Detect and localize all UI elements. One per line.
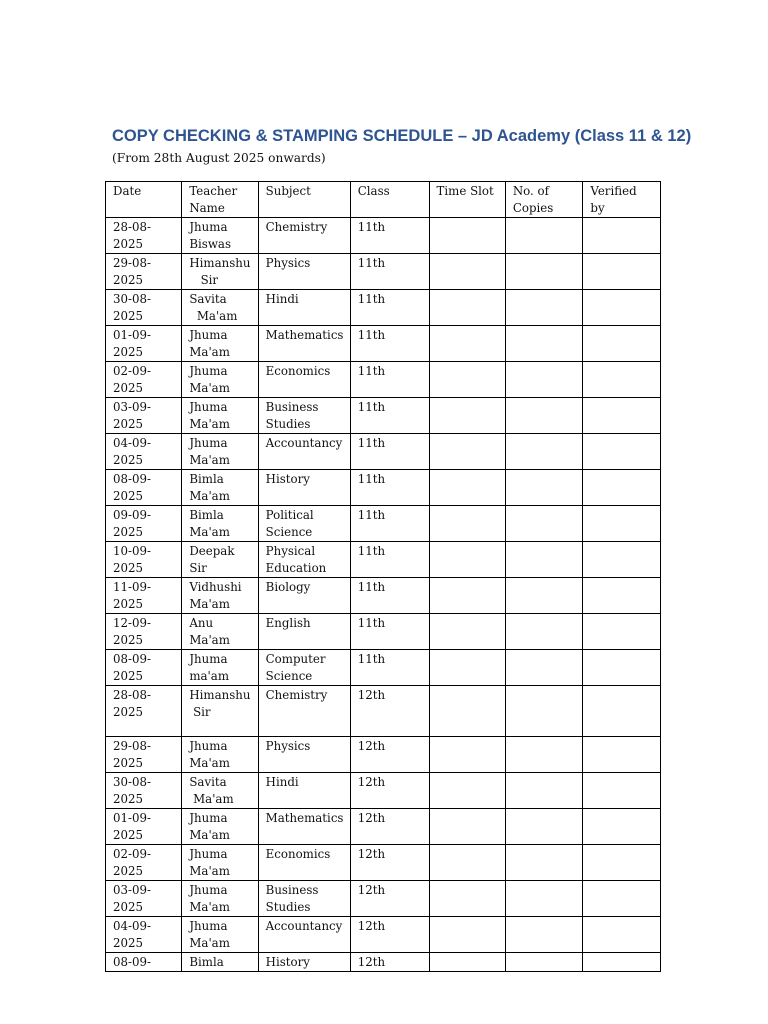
subject-cell	[258, 650, 350, 686]
class-cell-text: 11th	[357, 616, 386, 630]
date-cell-text: 30-08- 2025	[113, 775, 151, 806]
header-class: Class	[350, 182, 429, 218]
verified-by-cell	[583, 845, 661, 881]
class-cell-text: 11th	[357, 364, 386, 378]
subject-cell	[258, 362, 350, 398]
date-cell-text: 29-08- 2025	[113, 739, 151, 770]
document-subtitle: (From 28th August 2025 onwards)	[112, 151, 326, 165]
date-cell	[106, 398, 182, 434]
no-of-copies-cell	[505, 254, 583, 290]
no-of-copies-cell	[505, 434, 583, 470]
date-cell	[106, 953, 182, 972]
class-cell	[350, 398, 429, 434]
teacher-name-cell-text: Jhuma Ma'am	[189, 847, 230, 878]
subject-cell	[258, 254, 350, 290]
verified-by-cell	[583, 650, 661, 686]
verified-by-cell	[583, 542, 661, 578]
date-cell-text: 08-09-	[113, 955, 151, 969]
class-cell	[350, 506, 429, 542]
teacher-name-cell-text: Himanshu Sir	[189, 688, 251, 719]
subject-cell-text: Political Science	[265, 508, 314, 539]
time-slot-cell	[429, 614, 505, 650]
class-cell-text: 11th	[357, 256, 386, 270]
class-cell-text: 11th	[357, 292, 386, 306]
class-cell	[350, 290, 429, 326]
teacher-name-cell	[182, 650, 258, 686]
time-slot-cell	[429, 845, 505, 881]
table-row	[106, 542, 661, 578]
date-cell	[106, 881, 182, 917]
subject-cell	[258, 953, 350, 972]
subject-cell	[258, 917, 350, 953]
teacher-name-cell-text: Jhuma Ma'am	[189, 919, 230, 950]
no-of-copies-cell	[505, 578, 583, 614]
time-slot-cell	[429, 218, 505, 254]
header-teacher-name: Teacher Name	[182, 182, 258, 218]
schedule-table	[105, 181, 661, 972]
table-row	[106, 254, 661, 290]
class-cell	[350, 917, 429, 953]
subject-cell	[258, 686, 350, 737]
table-row	[106, 218, 661, 254]
class-cell-text: 12th	[357, 847, 386, 861]
time-slot-cell	[429, 542, 505, 578]
teacher-name-cell	[182, 881, 258, 917]
no-of-copies-cell	[505, 881, 583, 917]
verified-by-cell	[583, 737, 661, 773]
subject-cell-text: Physical Education	[265, 544, 327, 575]
teacher-name-cell-text: Anu Ma'am	[189, 616, 230, 647]
verified-by-cell	[583, 470, 661, 506]
time-slot-cell	[429, 809, 505, 845]
no-of-copies-cell	[505, 953, 583, 972]
date-cell-text: 02-09- 2025	[113, 847, 151, 878]
date-cell	[106, 542, 182, 578]
subject-cell	[258, 470, 350, 506]
class-cell	[350, 470, 429, 506]
table-row	[106, 650, 661, 686]
date-cell	[106, 506, 182, 542]
subject-cell	[258, 809, 350, 845]
subject-cell-text: Biology	[265, 580, 311, 594]
teacher-name-cell	[182, 845, 258, 881]
verified-by-cell	[583, 917, 661, 953]
subject-cell-text: History	[265, 955, 310, 969]
subject-cell	[258, 326, 350, 362]
header-subject: Subject	[258, 182, 350, 218]
class-cell	[350, 845, 429, 881]
class-cell-text: 11th	[357, 544, 386, 558]
table-row	[106, 881, 661, 917]
table-row	[106, 953, 661, 972]
subject-cell-text: Computer Science	[265, 652, 326, 683]
verified-by-cell	[583, 881, 661, 917]
subject-cell	[258, 218, 350, 254]
subject-cell	[258, 542, 350, 578]
date-cell	[106, 578, 182, 614]
subject-cell-text: History	[265, 472, 310, 486]
subject-cell-text: Business Studies	[265, 883, 319, 914]
class-cell	[350, 881, 429, 917]
teacher-name-cell	[182, 254, 258, 290]
time-slot-cell	[429, 917, 505, 953]
teacher-name-cell	[182, 578, 258, 614]
class-cell	[350, 254, 429, 290]
date-cell	[106, 773, 182, 809]
no-of-copies-cell	[505, 326, 583, 362]
date-cell	[106, 737, 182, 773]
teacher-name-cell	[182, 470, 258, 506]
time-slot-cell	[429, 881, 505, 917]
subject-cell-text: Chemistry	[265, 220, 328, 234]
teacher-name-cell-text: Bimla Ma'am	[189, 508, 230, 539]
date-cell-text: 28-08- 2025	[113, 688, 151, 719]
table-row	[106, 506, 661, 542]
no-of-copies-cell	[505, 506, 583, 542]
class-cell-text: 11th	[357, 400, 386, 414]
subject-cell-text: Mathematics	[265, 811, 344, 825]
subject-cell	[258, 434, 350, 470]
class-cell-text: 12th	[357, 955, 386, 969]
teacher-name-cell-text: Jhuma Ma'am	[189, 400, 230, 431]
verified-by-cell	[583, 362, 661, 398]
teacher-name-cell	[182, 737, 258, 773]
document-title: COPY CHECKING & STAMPING SCHEDULE – JD Academy (Class 11 & 12)	[112, 127, 692, 145]
verified-by-cell	[583, 254, 661, 290]
verified-by-cell	[583, 326, 661, 362]
subject-cell-text: Chemistry	[265, 688, 328, 702]
date-cell	[106, 326, 182, 362]
date-cell	[106, 650, 182, 686]
teacher-name-cell-text: Jhuma Ma'am	[189, 436, 230, 467]
teacher-name-cell	[182, 326, 258, 362]
class-cell-text: 11th	[357, 220, 386, 234]
table-row	[106, 614, 661, 650]
teacher-name-cell	[182, 362, 258, 398]
date-cell	[106, 254, 182, 290]
class-cell	[350, 362, 429, 398]
date-cell-text: 12-09- 2025	[113, 616, 151, 647]
class-cell	[350, 434, 429, 470]
subject-cell-text: Physics	[265, 739, 311, 753]
teacher-name-cell-text: Jhuma Ma'am	[189, 328, 230, 359]
date-cell	[106, 686, 182, 737]
date-cell	[106, 470, 182, 506]
time-slot-cell	[429, 398, 505, 434]
table-row	[106, 809, 661, 845]
date-cell-text: 10-09- 2025	[113, 544, 151, 575]
class-cell	[350, 953, 429, 972]
class-cell-text: 12th	[357, 883, 386, 897]
verified-by-cell	[583, 218, 661, 254]
teacher-name-cell-text: Jhuma Ma'am	[189, 811, 230, 842]
time-slot-cell	[429, 578, 505, 614]
subject-cell	[258, 290, 350, 326]
verified-by-cell	[583, 398, 661, 434]
header-verified-by: Verified by	[583, 182, 661, 218]
date-cell	[106, 917, 182, 953]
date-cell-text: 09-09- 2025	[113, 508, 151, 539]
class-cell-text: 11th	[357, 328, 386, 342]
date-cell	[106, 434, 182, 470]
class-cell-text: 11th	[357, 472, 386, 486]
date-cell-text: 11-09- 2025	[113, 580, 151, 611]
teacher-name-cell-text: Savita Ma'am	[189, 775, 234, 806]
subject-cell-text: Business Studies	[265, 400, 319, 431]
class-cell	[350, 686, 429, 737]
date-cell-text: 08-09- 2025	[113, 652, 151, 683]
teacher-name-cell	[182, 434, 258, 470]
table-row	[106, 398, 661, 434]
no-of-copies-cell	[505, 614, 583, 650]
verified-by-cell	[583, 614, 661, 650]
teacher-name-cell-text: Savita Ma'am	[189, 292, 238, 323]
class-cell	[350, 737, 429, 773]
class-cell-text: 12th	[357, 811, 386, 825]
verified-by-cell	[583, 809, 661, 845]
class-cell-text: 12th	[357, 688, 386, 702]
header-date: Date	[106, 182, 182, 218]
subject-cell-text: Hindi	[265, 292, 299, 306]
verified-by-cell	[583, 434, 661, 470]
date-cell	[106, 809, 182, 845]
verified-by-cell	[583, 953, 661, 972]
no-of-copies-cell	[505, 917, 583, 953]
no-of-copies-cell	[505, 686, 583, 737]
no-of-copies-cell	[505, 809, 583, 845]
time-slot-cell	[429, 650, 505, 686]
time-slot-cell	[429, 326, 505, 362]
date-cell	[106, 218, 182, 254]
time-slot-cell	[429, 953, 505, 972]
class-cell-text: 12th	[357, 919, 386, 933]
table-row	[106, 737, 661, 773]
time-slot-cell	[429, 290, 505, 326]
time-slot-cell	[429, 506, 505, 542]
subject-cell	[258, 881, 350, 917]
no-of-copies-cell	[505, 398, 583, 434]
teacher-name-cell	[182, 809, 258, 845]
time-slot-cell	[429, 434, 505, 470]
no-of-copies-cell	[505, 290, 583, 326]
class-cell-text: 12th	[357, 739, 386, 753]
subject-cell-text: Economics	[265, 364, 331, 378]
subject-cell	[258, 737, 350, 773]
class-cell	[350, 773, 429, 809]
teacher-name-cell	[182, 773, 258, 809]
class-cell-text: 11th	[357, 508, 386, 522]
time-slot-cell	[429, 470, 505, 506]
verified-by-cell	[583, 773, 661, 809]
teacher-name-cell	[182, 506, 258, 542]
table-row	[106, 917, 661, 953]
subject-cell	[258, 773, 350, 809]
time-slot-cell	[429, 254, 505, 290]
no-of-copies-cell	[505, 362, 583, 398]
class-cell	[350, 809, 429, 845]
teacher-name-cell-text: Deepak Sir	[189, 544, 235, 575]
teacher-name-cell-text: Jhuma Ma'am	[189, 364, 230, 395]
verified-by-cell	[583, 506, 661, 542]
time-slot-cell	[429, 686, 505, 737]
date-cell-text: 03-09- 2025	[113, 400, 151, 431]
teacher-name-cell	[182, 398, 258, 434]
teacher-name-cell	[182, 917, 258, 953]
table-row	[106, 434, 661, 470]
no-of-copies-cell	[505, 737, 583, 773]
class-cell	[350, 650, 429, 686]
date-cell-text: 04-09- 2025	[113, 436, 151, 467]
teacher-name-cell-text: Jhuma Ma'am	[189, 739, 230, 770]
subject-cell-text: Mathematics	[265, 328, 344, 342]
schedule-table-body	[106, 218, 661, 972]
subject-cell	[258, 614, 350, 650]
date-cell-text: 08-09- 2025	[113, 472, 151, 503]
verified-by-cell	[583, 578, 661, 614]
no-of-copies-cell	[505, 470, 583, 506]
teacher-name-cell	[182, 290, 258, 326]
class-cell	[350, 542, 429, 578]
date-cell-text: 28-08- 2025	[113, 220, 151, 251]
no-of-copies-cell	[505, 218, 583, 254]
subject-cell	[258, 578, 350, 614]
teacher-name-cell	[182, 686, 258, 737]
table-row	[106, 290, 661, 326]
teacher-name-cell-text: Jhuma Ma'am	[189, 883, 230, 914]
table-row	[106, 845, 661, 881]
teacher-name-cell	[182, 614, 258, 650]
date-cell	[106, 614, 182, 650]
teacher-name-cell-text: Himanshu Sir	[189, 256, 251, 287]
table-row	[106, 326, 661, 362]
date-cell-text: 03-09- 2025	[113, 883, 151, 914]
subject-cell-text: Physics	[265, 256, 311, 270]
subject-cell-text: Accountancy	[265, 919, 343, 933]
teacher-name-cell-text: Vidhushi Ma'am	[189, 580, 242, 611]
subject-cell-text: Hindi	[265, 775, 299, 789]
table-row	[106, 470, 661, 506]
subject-cell-text: English	[265, 616, 311, 630]
teacher-name-cell	[182, 953, 258, 972]
date-cell	[106, 845, 182, 881]
time-slot-cell	[429, 362, 505, 398]
time-slot-cell	[429, 773, 505, 809]
class-cell	[350, 614, 429, 650]
teacher-name-cell-text: Jhuma ma'am	[189, 652, 230, 683]
class-cell	[350, 218, 429, 254]
no-of-copies-cell	[505, 773, 583, 809]
subject-cell-text: Economics	[265, 847, 331, 861]
teacher-name-cell-text: Bimla Ma'am	[189, 472, 230, 503]
date-cell-text: 01-09- 2025	[113, 328, 151, 359]
date-cell-text: 29-08- 2025	[113, 256, 151, 287]
teacher-name-cell-text: Jhuma Biswas	[189, 220, 232, 251]
teacher-name-cell-text: Bimla	[189, 955, 224, 969]
subject-cell	[258, 506, 350, 542]
class-cell-text: 11th	[357, 580, 386, 594]
table-row	[106, 578, 661, 614]
class-cell-text: 11th	[357, 652, 386, 666]
date-cell	[106, 362, 182, 398]
class-cell-text: 12th	[357, 775, 386, 789]
subject-cell	[258, 398, 350, 434]
date-cell	[106, 290, 182, 326]
teacher-name-cell	[182, 542, 258, 578]
no-of-copies-cell	[505, 542, 583, 578]
no-of-copies-cell	[505, 650, 583, 686]
date-cell-text: 30-08- 2025	[113, 292, 151, 323]
no-of-copies-cell	[505, 845, 583, 881]
header-no-of-copies: No. of Copies	[505, 182, 583, 218]
subject-cell-text: Accountancy	[265, 436, 343, 450]
verified-by-cell	[583, 290, 661, 326]
verified-by-cell	[583, 686, 661, 737]
table-row	[106, 362, 661, 398]
date-cell-text: 01-09- 2025	[113, 811, 151, 842]
date-cell-text: 02-09- 2025	[113, 364, 151, 395]
class-cell	[350, 578, 429, 614]
subject-cell	[258, 845, 350, 881]
table-header-row	[106, 182, 661, 218]
header-time-slot: Time Slot	[429, 182, 505, 218]
class-cell-text: 11th	[357, 436, 386, 450]
table-row	[106, 773, 661, 809]
date-cell-text: 04-09- 2025	[113, 919, 151, 950]
teacher-name-cell	[182, 218, 258, 254]
class-cell	[350, 326, 429, 362]
table-row	[106, 686, 661, 737]
time-slot-cell	[429, 737, 505, 773]
